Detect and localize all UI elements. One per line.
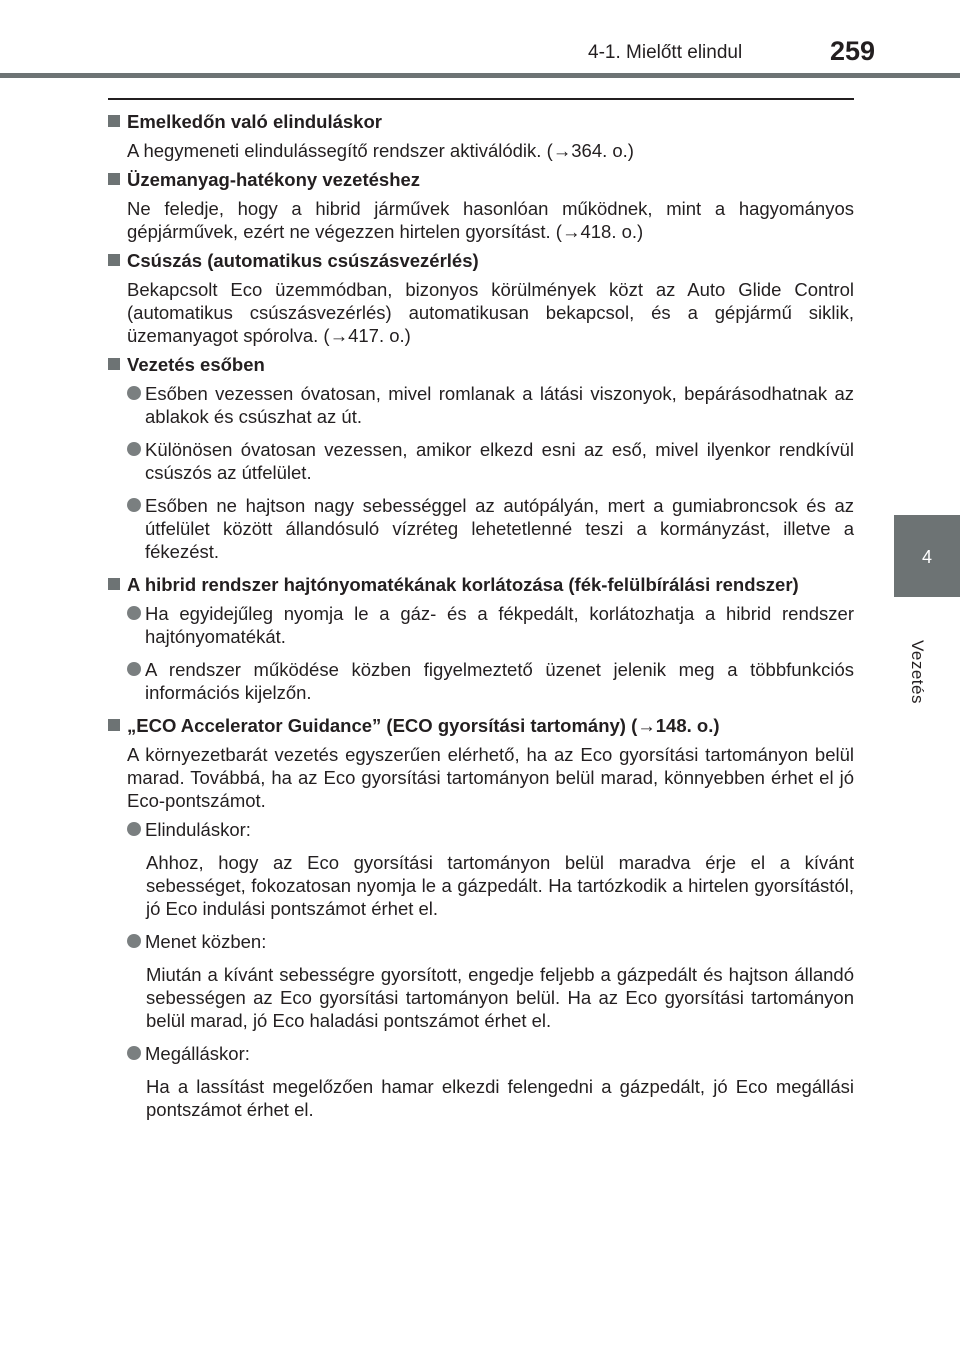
chapter-label: Vezetés [908, 640, 927, 704]
round-bullet-icon [127, 606, 141, 620]
square-bullet-icon [108, 254, 120, 266]
round-bullet-icon [127, 498, 141, 512]
square-bullet-icon [108, 719, 120, 731]
bullet-detail: Ha a lassítást megelőzően hamar elkezdi felengedni a gázpedált, jó Eco megállási pontszámot érhet el. [146, 1076, 854, 1120]
section-heading: A hibrid rendszer hajtónyomatékának korlátozása (fék-felülbírálási rendszer) [108, 573, 854, 596]
section-title: 4-1. Mielőtt elindul [588, 42, 743, 63]
bullet-item: Megálláskor: [127, 1042, 854, 1065]
page-header [0, 0, 960, 82]
square-bullet-icon [108, 358, 120, 370]
bullet-item: Esőben vezessen óvatosan, mivel romlanak a látási viszonyok, bepárásodhatnak az ablakok és csúszhat az út. [127, 382, 854, 428]
bullet-item: Elinduláskor: [127, 818, 854, 841]
bullet-item: Ha egyidejűleg nyomja le a gáz- és a fékpedált, korlátozhatja a hibrid rendszer hajtónyomatékát. [127, 602, 854, 648]
bullet-item: Esőben ne hajtson nagy sebességgel az autópályán, mert a gumiabroncsok és az útfelület között állandósuló vízréteg lehetetlenné teszi a kormányzást, illetve a fékezést. [127, 494, 854, 563]
section-heading: Csúszás (automatikus csúszásvezérlés) [108, 249, 854, 272]
section-heading: „ECO Accelerator Guidance” (ECO gyorsítási tartomány) (→148. o.) [108, 714, 854, 737]
paragraph: Ne feledje, hogy a hibrid járművek hasonlóan működnek, mint a hagyományos gépjárművek, ezért ne végezzen hirtelen gyorsítást. (→418. o.) [127, 198, 854, 242]
bullet-item: A rendszer működése közben figyelmeztető üzenet jelenik meg a többfunkciós információs kijelzőn. [127, 658, 854, 704]
page-number: 259 [830, 36, 876, 66]
chapter-tab [894, 515, 960, 597]
round-bullet-icon [127, 934, 141, 948]
square-bullet-icon [108, 578, 120, 590]
content-top-divider [108, 98, 854, 100]
bullet-detail: Ahhoz, hogy az Eco gyorsítási tartományon belül maradva érje el a kívánt sebességet, fokozatosan nyomja le a gázpedált. Ha tartózkodik a hirtelen gyorsítástól, jó Eco indulási pontszámot érhet el. [146, 852, 854, 919]
chapter-number: 4 [921, 547, 932, 567]
round-bullet-icon [127, 1046, 141, 1060]
square-bullet-icon [108, 173, 120, 185]
paragraph: Bekapcsolt Eco üzemmódban, bizonyos körülmények közt az Auto Glide Control (automatikus csúszásvezérlés) automatikusan bekapcsol, és a gépjármű siklik, üzemanyagot spórolva. (→417. o.) [127, 279, 854, 346]
page-content [108, 110, 854, 1131]
bullet-item: Különösen óvatosan vezessen, amikor elkezd esni az eső, mivel ilyenkor rendkívül csúszós az útfelület. [127, 438, 854, 484]
paragraph: A környezetbarát vezetés egyszerűen elérhető, ha az Eco gyorsítási tartományon belül marad. Továbbá, ha az Eco gyorsítási tartományon belül marad, könnyebben érhet el jó Eco-pontszámot. [127, 744, 854, 811]
round-bullet-icon [127, 386, 141, 400]
bullet-detail: Miután a kívánt sebességre gyorsított, engedje feljebb a gázpedált és hajtson állandó sebességen az Eco gyorsítási tartományon belül. Ha az Eco gyorsítási tartományon belül marad, jó Eco haladási pontszámot érhet el. [146, 964, 854, 1031]
paragraph: A hegymeneti elindulássegítő rendszer aktiválódik. (→364. o.) [127, 140, 634, 161]
section-heading: Vezetés esőben [108, 353, 854, 376]
round-bullet-icon [127, 662, 141, 676]
round-bullet-icon [127, 442, 141, 456]
header-divider [0, 73, 960, 78]
bullet-item: Menet közben: [127, 930, 854, 953]
round-bullet-icon [127, 822, 141, 836]
section-heading: Emelkedőn való elinduláskor [108, 110, 854, 133]
square-bullet-icon [108, 115, 120, 127]
section-heading: Üzemanyag-hatékony vezetéshez [108, 168, 854, 191]
